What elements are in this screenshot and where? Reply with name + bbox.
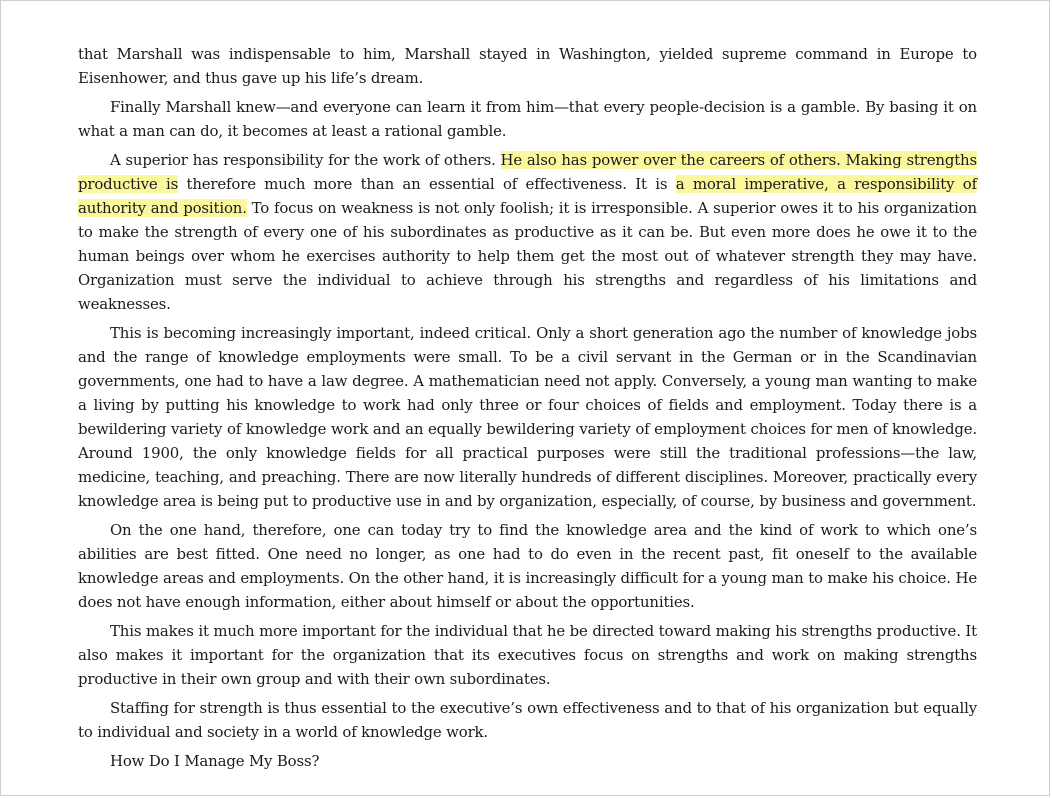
text-segment: This makes it much more important for the individual that he be directed toward making his strengths productive. It also makes it important for the organization that its executives focus on strengths and work on making strengths productive in their own group and with their own subordinates. xyxy=(78,622,977,688)
paragraph-3 xyxy=(78,148,977,316)
section-heading-text: How Do I Manage My Boss? xyxy=(110,752,320,770)
paragraph-1 xyxy=(78,42,977,90)
text-segment: On the one hand, therefore, one can today try to find the knowledge area and the kind of work to which one’s abilities are best fitted. One need no longer, as one had to do even in the recent past, fit oneself to the available knowledge areas and employments. On the other hand, it is increasingly difficult for a young man to make his choice. He does not have enough information, either about himself or about the opportunities. xyxy=(78,521,977,611)
paragraph-2 xyxy=(78,95,977,143)
paragraph-5 xyxy=(78,518,977,614)
paragraph-4 xyxy=(78,321,977,513)
highlighted-passage[interactable]: He also has power over the careers of others. Making strengths productive is xyxy=(78,151,977,193)
text-segment: that Marshall was indispensable to him, Marshall stayed in Washington, yielded supreme command in Europe to Eisenhower, and thus gave up his life’s dream. xyxy=(78,45,977,87)
section-heading xyxy=(78,749,977,773)
document-body xyxy=(78,42,977,778)
text-segment: Staffing for strength is thus essential to the executive’s own effectiveness and to that of his organization but equally to individual and society in a world of knowledge work. xyxy=(78,699,977,741)
paragraph-6 xyxy=(78,619,977,691)
text-segment: This is becoming increasingly important, indeed critical. Only a short generation ago the number of knowledge jobs and the range of knowledge employments were small. To be a civil servant in the German or in the Scandinavian governments, one had to have a law degree. A mathematician need not apply. Conversely, a young man wanting to make a living by putting his knowledge to work had only three or four choices of fields and employment. Today there is a bewildering variety of knowledge work and an equally bewildering variety of employment choices for men of knowledge. Around 1900, the only knowledge fields for all practical purposes were still the traditional professions—the law, medicine, teaching, and preaching. There are now literally hundreds of different disciplines. Moreover, practically every knowledge area is being put to productive use in and by organization, especially, of course, by business and government. xyxy=(78,324,977,510)
highlighted-passage[interactable]: a moral imperative, a responsibility of authority and position. xyxy=(78,175,977,217)
text-segment: A superior has responsibility for the work of others. xyxy=(110,151,501,169)
text-segment: Finally Marshall knew—and everyone can learn it from him—that every people-decision is a gamble. By basing it on what a man can do, it becomes at least a rational gamble. xyxy=(78,98,977,140)
text-segment: To focus on weakness is not only foolish; it is irresponsible. A superior owes it to his organization to make the strength of every one of his subordinates as productive as it can be. But even more does he owe it to the human beings over whom he exercises authority to help them get the most out of whatever strength they may have. Organization must serve the individual to achieve through his strengths and regardless of his limitations and weaknesses. xyxy=(78,199,977,313)
paragraph-7 xyxy=(78,696,977,744)
text-segment: therefore much more than an essential of effectiveness. It is xyxy=(178,175,676,193)
